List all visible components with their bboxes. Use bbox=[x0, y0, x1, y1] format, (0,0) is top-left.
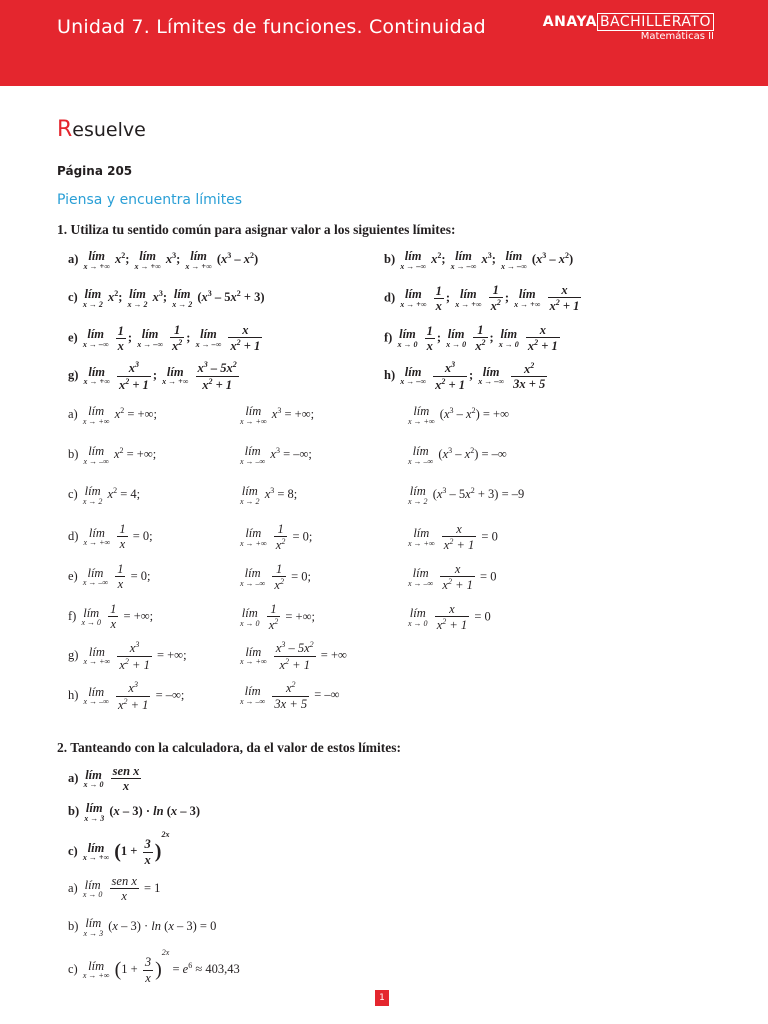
a1-a-2: lím x → +∞ $x^3$ = +∞; bbox=[240, 404, 315, 426]
a1-b-1: b) lím x → –∞ $x^2$ = +∞; bbox=[68, 444, 157, 466]
q1-c: c) lím x → 2 $x^2$; lím x → 2 $x^3$; lím x → 2 $(x^3 - 5x^2 + 3)$ bbox=[68, 287, 265, 309]
a1-e-2: lím x → –∞ $\frac{1}{x^2}$ = 0; bbox=[240, 562, 311, 593]
section-title: Resuelve bbox=[57, 117, 146, 142]
q1-g: g) lím x → +∞ $\frac{x^3}{x^2 + 1}$ ; lím x → +∞ $\frac{x^3 - 5x^2}{x^2 + 1}$ bbox=[68, 360, 237, 392]
a2-c: c) lím x → +∞ (1 + $\frac{3}{x}$ )$^{2x} = e^6 \approx 403,43$ bbox=[68, 948, 240, 985]
a1-c-2: lím x → 2 $x^3 = 8$; bbox=[240, 484, 298, 506]
a1-h-2: lím x → –∞ $\frac{x^2}{3x + 5}$ = –∞ bbox=[240, 680, 340, 711]
a1-d-1: d) lím x → +∞ $\frac{1}{x}$ = 0; bbox=[68, 522, 153, 552]
a1-f-1: f) lím x → 0 $\frac{1}{x}$ = +∞; bbox=[68, 602, 154, 632]
a1-f-3: lím x → 0 $\frac{x}{x^2 + 1}$ = 0 bbox=[408, 602, 491, 633]
page-number-badge: 1 bbox=[375, 990, 389, 1006]
q1-a: a) lím x → +∞ $x^2$; lím x → +∞ $x^3$; lím x → +∞ $(x^3 - x^2)$ bbox=[68, 249, 259, 271]
a1-f-2: lím x → 0 $\frac{1}{x^2}$ = +∞; bbox=[240, 602, 315, 633]
q1-f: f) lím x → 0 $\frac{1}{x}$ ; lím x → 0 $\frac{1}{x^2}$ ; lím x → 0 $\frac{x}{x^2 + 1}$ bbox=[384, 323, 558, 354]
a1-a-1: a) lím x → +∞ $x^2$ = +∞; bbox=[68, 404, 157, 426]
subsection-title: Piensa y encuentra límites bbox=[57, 192, 243, 208]
a1-g-2: lím x → +∞ $\frac{x^3 - 5x^2}{x^2 + 1}$ = +∞ bbox=[240, 640, 347, 672]
a1-d-3: lím x → +∞ $\frac{x}{x^2 + 1}$ = 0 bbox=[408, 522, 498, 553]
unit-title: Unidad 7. Límites de funciones. Continuidad bbox=[57, 16, 486, 38]
q2-c: c) lím x → +∞ (1 + $\frac{3}{x}$ )$^{2x}$ bbox=[68, 830, 170, 867]
brand-subtitle: Matemáticas II bbox=[640, 31, 714, 42]
question-2: 2. Tanteando con la calculadora, da el valor de estos límites: bbox=[57, 740, 402, 755]
q2-a: a) lím x → 0 $\frac{\text{sen x}}{x}$ bbox=[68, 764, 140, 794]
a2-b: b) lím x → 3 (x – 3) · ln (x – 3) = 0 bbox=[68, 916, 217, 938]
q1-b: b) lím x → –∞ $x^2$; lím x → –∞ $x^3$; lím x → –∞ $(x^3 - x^2)$ bbox=[384, 249, 574, 271]
a1-b-2: lím x → –∞ $x^3$ = –∞; bbox=[240, 444, 312, 466]
a1-h-1: h) lím x → –∞ $\frac{x^3}{x^2 + 1}$ = –∞; bbox=[68, 680, 185, 712]
q1-d: d) lím x → +∞ $\frac{1}{x}$ ; lím x → +∞ $\frac{1}{x^2}$ ; lím x → +∞ $\frac{x}{x^2 + 1}$ bbox=[384, 283, 580, 314]
a1-b-3: lím x → –∞ $(x^3 - x^2)$ = –∞ bbox=[408, 444, 507, 466]
a1-g-1: g) lím x → +∞ $\frac{x^3}{x^2 + 1}$ = +∞; bbox=[68, 640, 187, 672]
q1-h: h) lím x → –∞ $\frac{x^3}{x^2 + 1}$ ; lím x → –∞ $\frac{x^2}{3x + 5}$ bbox=[384, 360, 546, 392]
a2-a: a) lím x → 0 $\frac{\text{sen x}}{x}$ = 1 bbox=[68, 874, 161, 904]
header-bar bbox=[0, 0, 768, 86]
q1-e: e) lím x → –∞ $\frac{1}{x}$ ; lím x → –∞ $\frac{1}{x^2}$ ; lím x → –∞ $\frac{x}{x^2 + 1}$ bbox=[68, 323, 261, 354]
a1-e-3: lím x → –∞ $\frac{x}{x^2 + 1}$ = 0 bbox=[408, 562, 497, 593]
brand bbox=[543, 14, 714, 42]
question-1: 1. Utiliza tu sentido común para asignar valor a los siguientes límites: bbox=[57, 222, 456, 237]
q2-b: b) lím x → 3 (x – 3) · ln (x – 3) bbox=[68, 801, 201, 823]
page-label: Página 205 bbox=[57, 164, 133, 178]
a1-e-1: e) lím x → –∞ $\frac{1}{x}$ = 0; bbox=[68, 562, 151, 592]
a1-a-3: lím x → +∞ $(x^3 - x^2)$ = +∞ bbox=[408, 404, 510, 426]
a1-c-1: c) lím x → 2 $x^2 = 4$; bbox=[68, 484, 141, 506]
a1-d-2: lím x → +∞ $\frac{1}{x^2}$ = 0; bbox=[240, 522, 313, 553]
brand-logo: ANAYA BACHILLERATO bbox=[543, 14, 714, 30]
a1-c-3: lím x → 2 $(x^3 - 5x^2 + 3) = -9$ bbox=[408, 484, 525, 506]
